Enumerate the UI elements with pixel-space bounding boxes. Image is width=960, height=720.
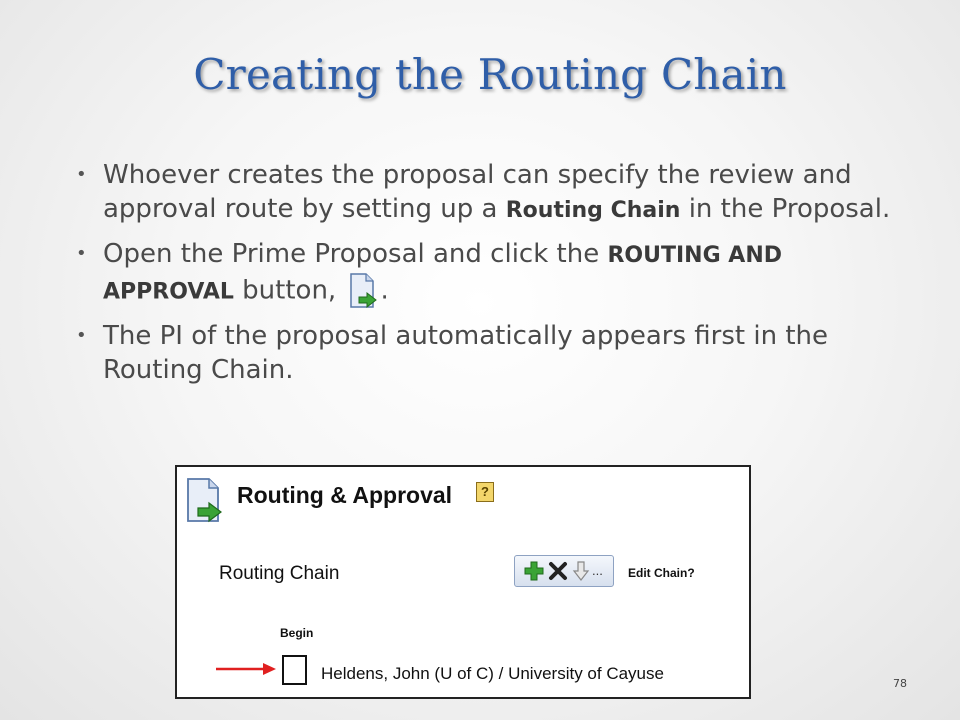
routing-approval-doc-icon (348, 273, 378, 309)
pi-entry: Heldens, John (U of C) / University of Cayuse (321, 664, 664, 683)
bullet-dot: • (76, 164, 87, 185)
bullet-item (76, 237, 896, 310)
delete-icon[interactable] (547, 560, 569, 582)
page-number: 78 (893, 677, 907, 690)
toolbar-more[interactable]: ... (592, 563, 603, 578)
bullet-text: Whoever creates the proposal can specify the review and approval route by setting up a (103, 160, 852, 224)
slide-title: Creating the Routing Chain (193, 50, 787, 99)
routing-approval-doc-icon[interactable] (185, 477, 223, 525)
edit-chain-toolbar (514, 555, 614, 587)
bullet-list (76, 158, 896, 396)
red-arrow-icon (215, 662, 277, 676)
bullet-text: Open the Prime Proposal and click the (103, 239, 608, 269)
bullet-bold: ROUTING AND APPROVAL (103, 243, 782, 305)
pi-checkbox[interactable] (282, 655, 307, 685)
screenshot-title: Routing & Approval (237, 482, 453, 508)
routing-approval-screenshot (175, 465, 751, 699)
routing-chain-label: Routing Chain (219, 563, 340, 584)
bullet-text: button, (233, 275, 345, 306)
help-icon[interactable]: ? (476, 482, 494, 502)
move-down-icon[interactable] (570, 560, 592, 582)
bullet-item (76, 319, 896, 387)
bullet-bold: Routing Chain (505, 198, 681, 223)
bullet-dot: • (76, 324, 87, 346)
bullet-text: The PI of the proposal automatically appears first in the Routing Chain. (103, 320, 828, 385)
bullet-text: . (380, 275, 389, 306)
add-icon[interactable] (523, 560, 545, 582)
bullet-text: in the Proposal. (680, 194, 891, 224)
bullet-dot: • (76, 243, 87, 264)
edit-chain-label: Edit Chain? (628, 566, 695, 580)
bullet-item (76, 158, 896, 228)
begin-label: Begin (280, 626, 314, 640)
